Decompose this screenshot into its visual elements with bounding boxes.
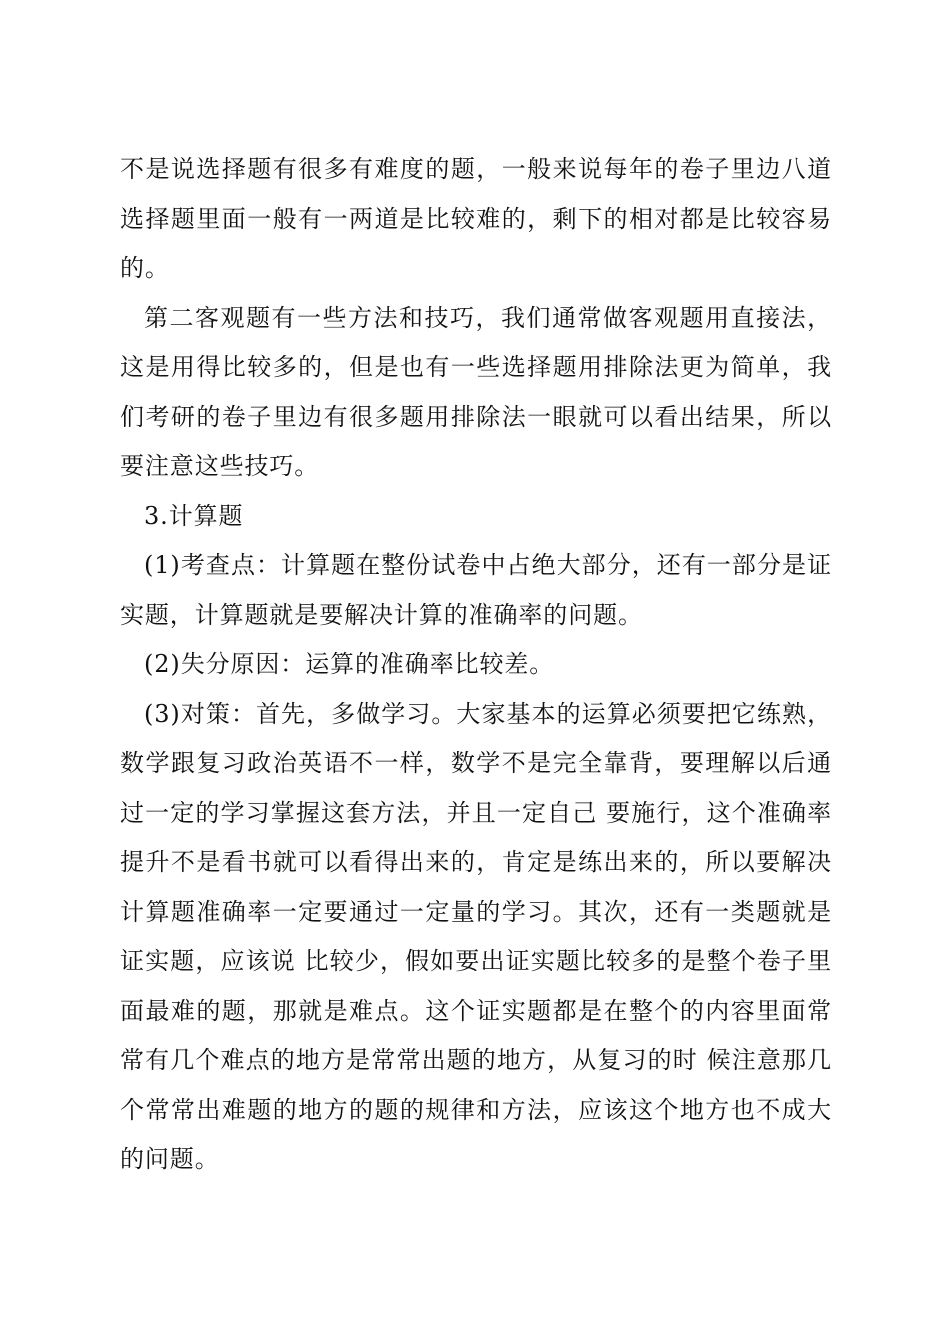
- paragraph-objective-techniques: 第二客观题有一些方法和技巧，我们通常做客观题用直接法，这是用得比较多的，但是也有一些选择题用排除法更为简单，我们考研的卷子里边有很多题用排除法一眼就可以看出结果，所以要注意这些技巧。: [120, 303, 832, 480]
- paragraph-continuation: 不是说选择题有很多有难度的题，一般来说每年的卷子里边八道选择题里面一般有一两道是比较难的，剩下的相对都是比较容易的。: [120, 155, 832, 282]
- paragraph-exam-point: (1)考查点：计算题在整份试卷中占绝大部分，还有一部分是证实题，计算题就是要解决计算的准确率的问题。: [120, 551, 832, 629]
- paragraph-loss-reason: (2)失分原因：运算的准确率比较差。: [144, 650, 555, 678]
- document-body: [120, 145, 832, 1185]
- paragraph-strategy: (3)对策：首先，多做学习。大家基本的运算必须要把它练熟，数学跟复习政治英语不一样，数学不是完全靠背，要理解以后通过一定的学习掌握这套方法，并且一定自己 要施行，这个准确率提升不是看书就可以看得出来的，肯定是练出来的，所以要解决计算题准确率一定要通过一定量的学习。其次，还有一类题就是证实题，应该说 比较少，假如要出证实题比较多的是整个卷子里面最难的题，那就是难点。这个证实题都是在整个的内容里面常常有几个难点的地方是常常出题的地方，从复习的时 候注意那几个常常出难题的地方的题的规律和方法，应该这个地方也不成大的问题。: [120, 699, 832, 1173]
- section-heading-calculation: 3.计算题: [144, 501, 244, 530]
